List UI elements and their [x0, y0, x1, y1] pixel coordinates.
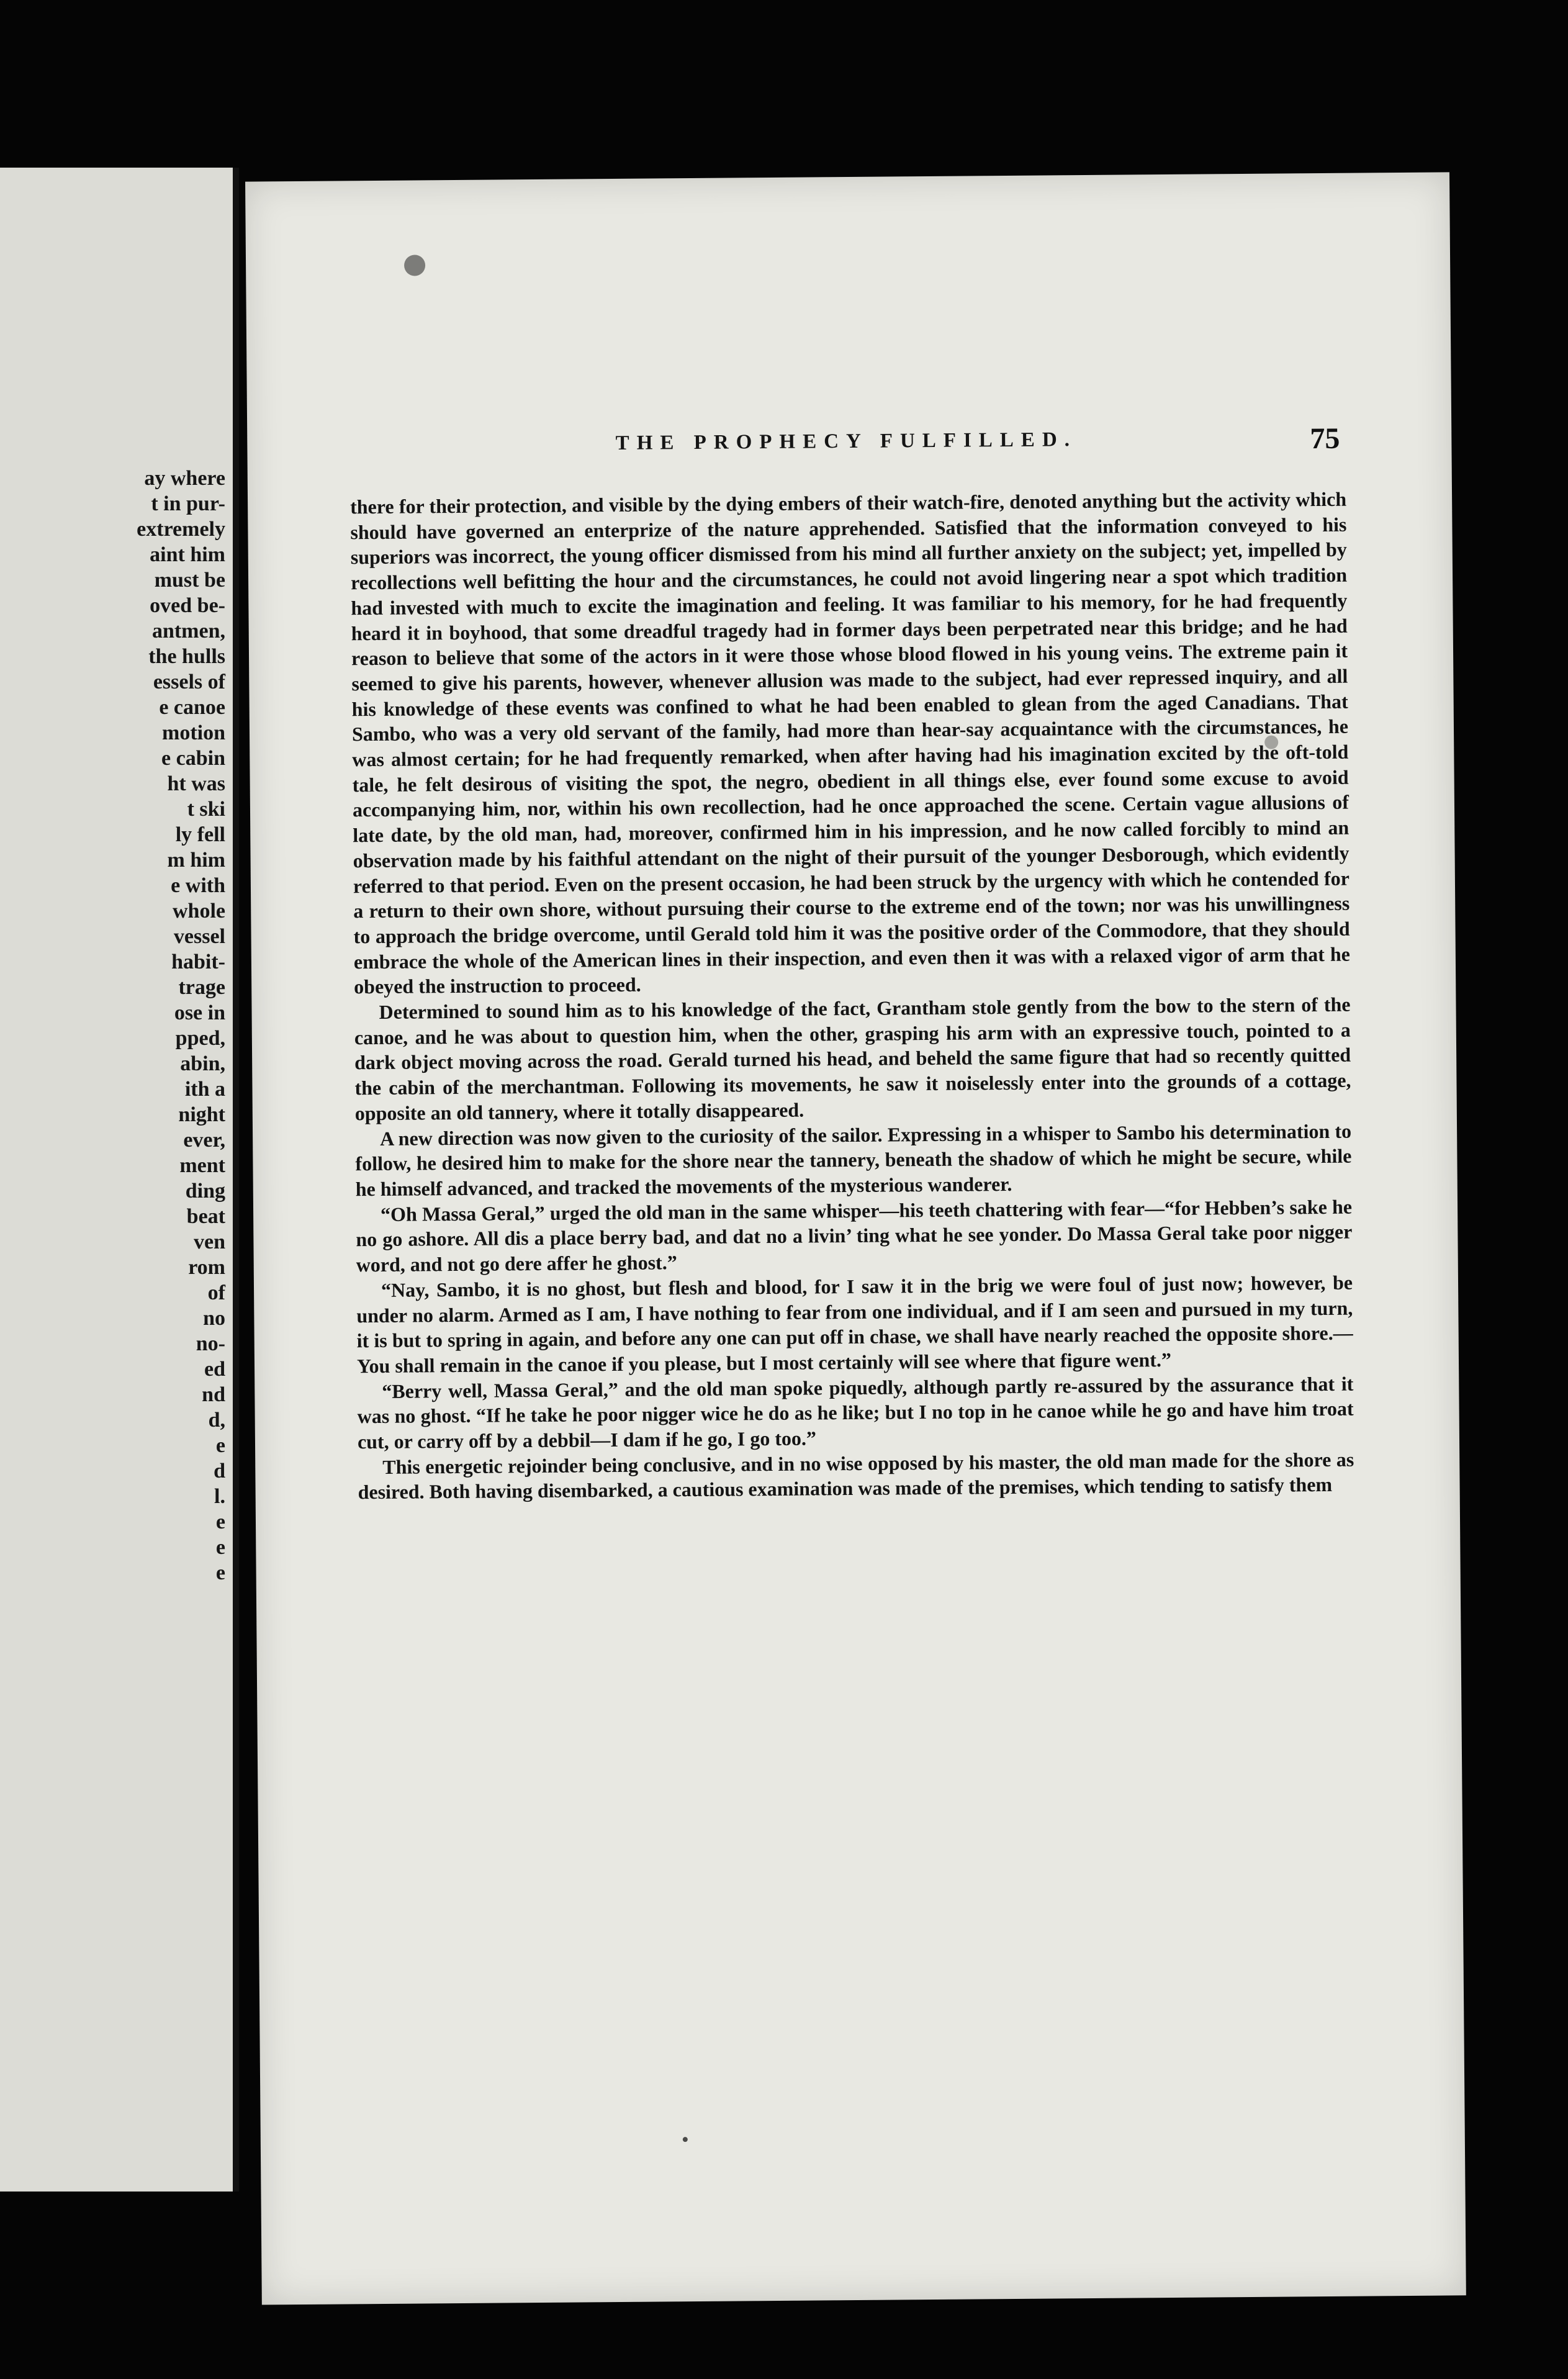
left-page-fragment: essels of: [153, 670, 225, 693]
paragraph: Determined to sound him as to his knowledge of the fact, Grantham stole gently from the bow to the stern of the canoe, and he was about to question him, when the other, grasping his arm with an expressive touch, pointed to a dark object moving across the road. Gerald turned his head, and beheld the same figure that had so recently quitted the cabin of the merchantman. Following its movements, he saw it noiselessly enter into the grounds of a cottage, opposite an old tannery, where it totally disappeared.: [354, 993, 1351, 1125]
left-page-fragment: must be: [154, 569, 225, 592]
left-page-fragment: ven: [194, 1230, 225, 1253]
body-text: [350, 487, 1354, 1505]
paragraph: there for their protection, and visible by the dying embers of their watch-fire, denoted anything but the activity which should have governed an enterprize of the nature apprehended. Satisfied that the information conveyed to his superiors was incorrect, the young officer dismissed from his mind all further anxiety on the subject; yet, impelled by recollections well befitting the hour and the circumstances, he could not avoid lingering near a spot which tradition had invested with much to excite the imagination and feeling. It was familiar to his memory, for he had frequently heard it in boyhood, that some dreadful tragedy had in former days been perpetrated near this bridge; and he had reason to believe that some of the actors in it were those whose blood flowed in his young veins. The extreme pain it seemed to give his parents, however, whenever allusion was made to the subject, had ever repressed inquiry, and all his knowledge of these events was confined to what he had been enabled to glean from the aged Canadians. That Sambo, who was a very old servant of the family, had more than hear-say acquaintance with the circumstances, he was almost certain; for he had frequently remarked, when after having had his imagination excited by the oft-told tale, he felt desirous of visiting the spot, the negro, obedient in all things else, ever found some excuse to avoid accompanying him, nor, within his own recollection, had he once approached the scene. Certain vague allusions of late date, by the old man, had, moreover, confirmed him in his impression, and he now called forcibly to mind an observation made by his faithful attendant on the night of their pursuit of the younger Desborough, which evidently referred to that period. Even on the present occasion, he had been struck by the urgency with which he contended for a return to their own shore, without pursuing their course to the extreme end of the town; nor was his unwillingness to approach the bridge overcome, until Gerald told him it was the positive order of the Commodore, that they should embrace the whole of the American lines in their inspection, and even then it was with a relaxed vigor of arm that he obeyed the instruction to proceed.: [350, 487, 1350, 998]
left-page-fragment: ding: [185, 1180, 225, 1203]
left-page-fragment: pped,: [175, 1027, 225, 1050]
left-page-fragment: oved be-: [150, 594, 225, 617]
running-header: [353, 422, 1340, 466]
left-page-text-fragments: [137, 466, 225, 1586]
left-page-fragment: e: [215, 1536, 225, 1559]
left-page-fragment: ose in: [174, 1001, 225, 1024]
left-page-fragment: of: [207, 1281, 225, 1304]
paragraph: “Nay, Sambo, it is no ghost, but flesh and blood, for I saw it in the brig we were foul of just now; however, be under no alarm. Armed as I am, I have nothing to fear from one individual, and if I am seen and pursued in my turn, it is but to spring in again, and before any one can put off in chase, we shall have nearly reached the opposite shore.—You shall remain in the canoe if you please, but I most certainly will see where that figure went.”: [356, 1271, 1353, 1378]
left-page-fragment: no: [203, 1307, 225, 1330]
left-page-fragment: rom: [188, 1256, 225, 1279]
left-page-fragment: e with: [171, 874, 225, 897]
left-page-fragment: antmen,: [151, 620, 225, 643]
left-page-fragment: ly fell: [175, 823, 225, 846]
left-page-fragment: abin,: [180, 1052, 225, 1075]
left-page-fragment: ith a: [184, 1078, 225, 1101]
paragraph: This energetic rejoinder being conclusive, and in no wise opposed by his master, the old man made for the shore as desired. Both having disembarked, a cautious examination was made of the premises, which tending to satisfy them: [358, 1448, 1354, 1504]
left-page-fragment: d,: [208, 1409, 225, 1432]
left-page-fragment: no-: [196, 1332, 225, 1355]
left-page-fragment: nd: [202, 1383, 225, 1406]
left-page-fragment: vessel: [173, 925, 225, 948]
left-page-fragment: ay where: [144, 467, 225, 490]
left-page-fragment: e cabin: [161, 747, 225, 770]
paragraph: “Berry well, Massa Geral,” and the old man spoke piquedly, although partly re-assured by the assurance that it was no ghost. “If he take he poor nigger wice he do as he like; but I no top in he canoe while he go and have him troat cut, or carry off by a debbil—I dam if he go, I go too.”: [357, 1372, 1354, 1453]
left-page-fragment: ment: [179, 1154, 225, 1177]
left-page-fragment: motion: [162, 721, 225, 744]
left-page-fragment: trage: [178, 976, 225, 999]
ink-speck: [683, 2137, 688, 2142]
left-page-fragment: the hulls: [148, 645, 225, 668]
left-page-fragment: beat: [186, 1205, 225, 1228]
left-page-fragment: ever,: [183, 1129, 225, 1152]
left-page: [0, 168, 239, 2192]
left-page-fragment: e: [215, 1434, 225, 1457]
ink-speck: [404, 255, 425, 276]
paragraph: “Oh Massa Geral,” urged the old man in the same whisper—his teeth chattering with fear—“for Hebben’s sake he no go ashore. All dis a place berry bad, and dat no a livin’ ting what he see yonder. Do Massa Geral take poor nigger word, and not go dere affer he ghost.”: [356, 1195, 1353, 1276]
left-page-fragment: aint him: [150, 543, 225, 566]
left-page-fragment: ht was: [167, 772, 225, 795]
main-page: [245, 172, 1466, 2305]
left-page-fragment: d: [214, 1460, 225, 1483]
paragraph: A new direction was now given to the curiosity of the sailor. Expressing in a whisper to Sambo his determination to follow, he desired him to make for the shore near the tannery, beneath the shadow of which he might be secure, while he himself advanced, and tracked the movements of the mysterious wanderer.: [355, 1119, 1352, 1201]
page-number: 75: [1310, 422, 1340, 456]
left-page-fragment: ed: [204, 1358, 225, 1381]
running-header-title: THE PROPHECY FULFILLED.: [615, 428, 1078, 454]
left-page-fragment: t in pur-: [151, 492, 225, 515]
left-page-fragment: m him: [167, 849, 225, 872]
left-page-fragment: night: [178, 1103, 225, 1126]
left-page-fragment: l.: [214, 1485, 225, 1508]
left-page-fragment: t ski: [187, 798, 225, 821]
left-page-fragment: habit-: [171, 950, 225, 973]
left-page-fragment: e: [215, 1510, 225, 1533]
left-page-fragment: whole: [173, 900, 225, 923]
left-page-fragment: e canoe: [159, 696, 225, 719]
left-page-fragment: e: [215, 1561, 225, 1584]
left-page-fragment: extremely: [137, 518, 225, 541]
